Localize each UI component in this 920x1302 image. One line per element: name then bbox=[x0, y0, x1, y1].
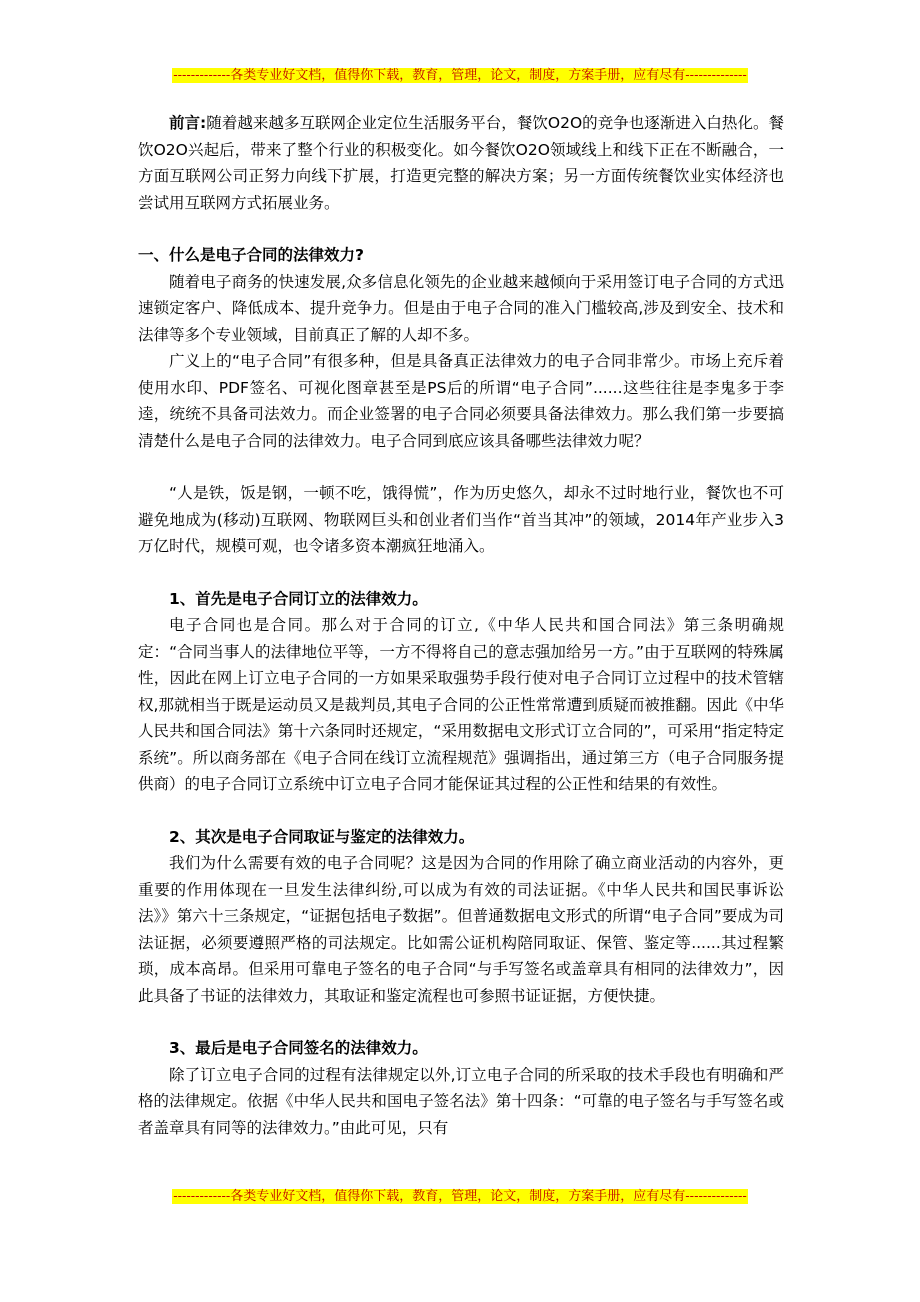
subsection-heading-2: 2、其次是电子合同取证与鉴定的法律效力。 bbox=[169, 827, 475, 846]
top-banner bbox=[0, 67, 920, 85]
bottom-banner-text: -------------各类专业好文档，值得你下载，教育，管理，论文，制度，方案手册，应有尽有-------------- bbox=[173, 1189, 747, 1204]
subsection3-paragraph: 除了订立电子合同的过程有法律规定以外,订立电子合同的所采取的技术手段也有明确和严格的法律规定。依据《中华人民共和国电子签名法》第十四条：“可靠的电子签名与手写签名或者盖章具有同等的法律效力。”由此可见，只有 bbox=[138, 1065, 784, 1137]
top-banner-text: -------------各类专业好文档，值得你下载，教育，管理，论文，制度，方案手册，应有尽有-------------- bbox=[173, 68, 747, 83]
subsection1-paragraph: 电子合同也是合同。那么对于合同的订立,《中华人民共和国合同法》第三条明确规定：“合同当事人的法律地位平等，一方不得将自己的意志强加给另一方。”由于互联网的特殊属性，因此在网上订立电子合同的一方如果采取强势手段行使对电子合同订立过程中的技术管辖权,那就相当于既是运动员又是裁判员,其电子合同的公正性常常遭到质疑而被推翻。因此《中华人民共和国合同法》第十六条同时还规定，“采用数据电文形式订立合同的”，可采用“指定特定系统”。所以商务部在《电子合同在线订立流程规范》强调指出，通过第三方（电子合同服务提供商）的电子合同订立系统中订立电子合同才能保证其过程的公正性和结果的有效性。 bbox=[138, 616, 784, 793]
section-heading-1: 一、什么是电子合同的法律效力? bbox=[138, 246, 364, 264]
subsection-heading-3: 3、最后是电子合同签名的法律效力。 bbox=[169, 1039, 428, 1057]
section1-paragraph-2: 广义上的“电子合同”有很多种，但是具备真正法律效力的电子合同非常少。市场上充斥着使用水印、PDF签名、可视化图章甚至是PS后的所谓“电子合同”......这些往往是李鬼多于李逵，统统不具备司法效力。而企业签署的电子合同必须要具备法律效力。那么我们第一步要搞清楚什么是电子合同的法律效力。电子合同到底应该具备哪些法律效力呢？ bbox=[138, 352, 784, 450]
preface-paragraph bbox=[138, 110, 784, 216]
bottom-banner bbox=[0, 1188, 920, 1206]
document-body bbox=[138, 110, 784, 1141]
preface-label: 前言: bbox=[169, 114, 207, 132]
section1-paragraph-3: “人是铁，饭是钢，一顿不吃，饿得慌”，作为历史悠久，却永不过时地行业，餐饮也不可避免地成为(移动)互联网、物联网巨头和创业者们当作“首当其冲”的领域，2014年产业步入3万亿时代，规模可观，也令诸多资本潮疯狂地涌入。 bbox=[138, 484, 784, 555]
preface-text: 随着越来越多互联网企业定位生活服务平台，餐饮O2O的竞争也逐渐进入白热化。餐饮O2O兴起后，带来了整个行业的积极变化。如今餐饮O2O领域线上和线下正在不断融合，一方面互联网公司正努力向线下扩展，打造更完整的解决方案；另一方面传统餐饮业实体经济也尝试用互联网方式拓展业务。 bbox=[138, 114, 785, 212]
section1-paragraph-1: 随着电子商务的快速发展,众多信息化领先的企业越来越倾向于采用签订电子合同的方式迅速锁定客户、降低成本、提升竞争力。但是由于电子合同的准入门槛较高,涉及到安全、技术和法律等多个专业领域，目前真正了解的人却不多。 bbox=[138, 272, 784, 344]
subsection2-paragraph: 我们为什么需要有效的电子合同呢？这是因为合同的作用除了确立商业活动的内容外，更重要的作用体现在一旦发生法律纠纷,可以成为有效的司法证据。《中华人民共和国民事诉讼法》》第六十三条规定，“证据包括电子数据”。但普通数据电文形式的所谓“电子合同”要成为司法证据，必须要遵照严格的司法规定。比如需公证机构陪同取证、保管、鉴定等......其过程繁琐，成本高昂。但采用可靠电子签名的电子合同“与手写签名或盖章具有相同的法律效力”，因此具备了书证的法律效力，其取证和鉴定流程也可参照书证证据，方便快捷。 bbox=[138, 854, 784, 1005]
subsection-heading-1: 1、首先是电子合同订立的法律效力。 bbox=[169, 589, 428, 608]
